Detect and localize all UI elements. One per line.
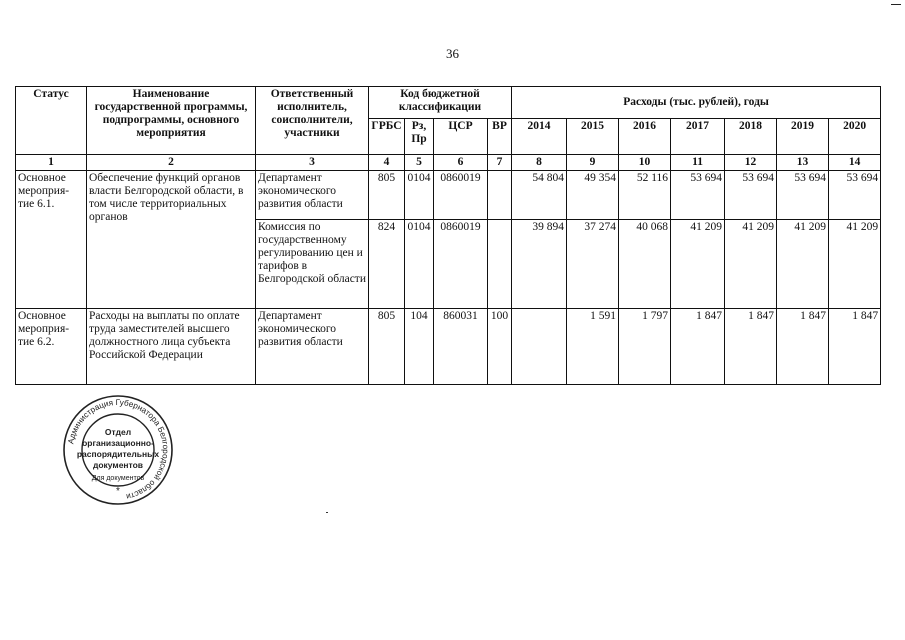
header-year: 2016: [619, 119, 671, 155]
column-number: 11: [671, 155, 725, 171]
row-name: Расходы на выплаты по оплате труда заместителей высшего должностного лица субъекта Российской Федерации: [87, 309, 256, 385]
header-budget-code: Код бюджетной классификации: [369, 87, 512, 119]
header-expenses: Расходы (тыс. рублей), годы: [512, 87, 881, 119]
column-number: 6: [434, 155, 488, 171]
cell-value: 41 209: [725, 220, 777, 309]
cell-grbs: 824: [369, 220, 405, 309]
column-number: 10: [619, 155, 671, 171]
row-executor: Департамент экономического развития области: [256, 309, 369, 385]
scan-speck: [326, 512, 328, 513]
cell-csr: 860031: [434, 309, 488, 385]
stamp-bottom-text: Для документов: [91, 475, 145, 482]
cell-value: 53 694: [777, 171, 829, 220]
row-name: Обеспечение функций органов власти Белгородской области, в том числе территориальных органов: [87, 171, 256, 309]
stamp-center-line: документов: [92, 460, 144, 470]
column-number: 2: [87, 155, 256, 171]
column-number: 8: [512, 155, 567, 171]
column-number: 9: [567, 155, 619, 171]
cell-value: 53 694: [829, 171, 881, 220]
table-row: [16, 171, 881, 220]
cell-value: 49 354: [567, 171, 619, 220]
column-number-row: [16, 155, 881, 171]
cell-value: 41 209: [829, 220, 881, 309]
budget-table: [15, 86, 881, 385]
stamp-center-line: распорядительных: [76, 449, 160, 459]
cell-value: 39 894: [512, 220, 567, 309]
cell-value: 1 847: [829, 309, 881, 385]
page-number: 36: [446, 46, 459, 61]
column-number: 1: [16, 155, 87, 171]
cell-value: 1 591: [567, 309, 619, 385]
cell-value: 40 068: [619, 220, 671, 309]
header-csr: ЦСР: [434, 119, 488, 155]
header-year: 2018: [725, 119, 777, 155]
cell-value: 54 804: [512, 171, 567, 220]
cell-value: 41 209: [671, 220, 725, 309]
cell-value: 41 209: [777, 220, 829, 309]
cell-value: 53 694: [725, 171, 777, 220]
corner-mark: [891, 4, 901, 5]
cell-grbs: 805: [369, 309, 405, 385]
stamp-center-line: Отдел: [104, 427, 132, 437]
header-year: 2014: [512, 119, 567, 155]
stamp-outer-text: Администрация Губернатора Белгородской области: [66, 397, 171, 502]
row-executor: Комиссия по государственному регулированию цен и тарифов в Белгородской области: [256, 220, 369, 309]
column-number: 4: [369, 155, 405, 171]
stamp-center-line: организационно-: [82, 438, 154, 448]
table-row: [16, 309, 881, 385]
column-number: 3: [256, 155, 369, 171]
header-name: Наименование государственной программы, подпрограммы, основного мероприятия: [87, 87, 256, 155]
cell-value: 37 274: [567, 220, 619, 309]
row-status: Основное мероприя-тие 6.2.: [16, 309, 87, 385]
cell-grbs: 805: [369, 171, 405, 220]
column-number: 7: [488, 155, 512, 171]
header-year: 2015: [567, 119, 619, 155]
column-number: 12: [725, 155, 777, 171]
official-stamp: [62, 394, 174, 506]
cell-value: 1 847: [671, 309, 725, 385]
stamp-star: *: [116, 486, 120, 497]
cell-vr: [488, 220, 512, 309]
cell-value: 53 694: [671, 171, 725, 220]
row-executor: Департамент экономического развития области: [256, 171, 369, 220]
column-number: 14: [829, 155, 881, 171]
header-grbs: ГРБС: [369, 119, 405, 155]
cell-value: 1 847: [777, 309, 829, 385]
cell-value: 1 797: [619, 309, 671, 385]
cell-value: 52 116: [619, 171, 671, 220]
header-vr: ВР: [488, 119, 512, 155]
cell-vr: 100: [488, 309, 512, 385]
header-rz-pr: Рз, Пр: [405, 119, 434, 155]
header-year: 2020: [829, 119, 881, 155]
cell-value: 1 847: [725, 309, 777, 385]
header-executor: Ответственный исполнитель, соисполнители, участники: [256, 87, 369, 155]
cell-rz-pr: 0104: [405, 220, 434, 309]
column-number: 13: [777, 155, 829, 171]
header-status: Статус: [16, 87, 87, 155]
cell-vr: [488, 171, 512, 220]
header-year: 2017: [671, 119, 725, 155]
header-year: 2019: [777, 119, 829, 155]
cell-value: [512, 309, 567, 385]
cell-rz-pr: 104: [405, 309, 434, 385]
cell-rz-pr: 0104: [405, 171, 434, 220]
column-number: 5: [405, 155, 434, 171]
cell-csr: 0860019: [434, 220, 488, 309]
cell-csr: 0860019: [434, 171, 488, 220]
row-status: Основное мероприя-тие 6.1.: [16, 171, 87, 309]
